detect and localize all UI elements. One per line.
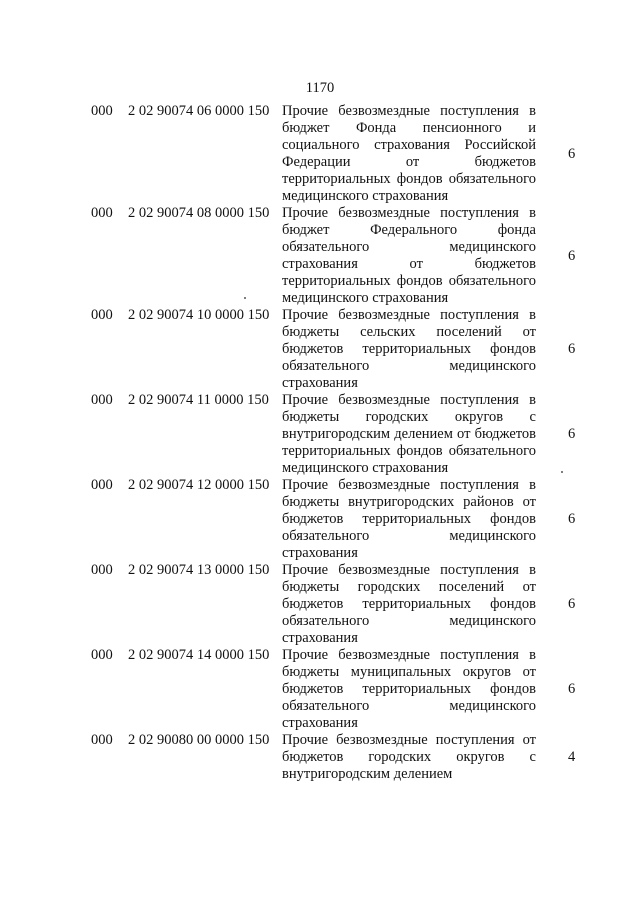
income-name-line: медицинского страхования [282, 188, 449, 204]
income-name-line: Прочие безвозмездные поступления в [282, 392, 536, 408]
income-name-cell [282, 732, 536, 783]
income-name-cell [282, 307, 536, 392]
value-cell: 6 [568, 341, 576, 357]
income-name-cell [282, 562, 536, 647]
income-name-line: обязательного медицинского [282, 358, 536, 374]
income-name-line: обязательного медицинского [282, 239, 536, 255]
income-name-line: Федерации от бюджетов [282, 154, 536, 170]
income-name-line: страхования [282, 630, 358, 646]
income-name-line: внутригородским делением [282, 766, 453, 782]
income-name-line: Прочие безвозмездные поступления от [282, 732, 536, 748]
admin-code-cell: 000 [91, 647, 113, 663]
income-name-line: бюджеты городских округов с [282, 409, 536, 425]
admin-code-cell: 000 [91, 562, 113, 578]
value-cell: 6 [568, 248, 576, 264]
income-name-line: обязательного медицинского [282, 528, 536, 544]
income-name-line: Прочие безвозмездные поступления в [282, 205, 536, 221]
income-name-line: бюджетов территориальных фондов [282, 341, 536, 357]
income-name-cell [282, 392, 536, 477]
value-cell: 6 [568, 146, 576, 162]
value-cell: 6 [568, 426, 576, 442]
income-name-line: медицинского страхования [282, 290, 449, 306]
income-name-line: бюджетов городских округов с [282, 749, 536, 765]
income-name-line: бюджеты городских поселений от [282, 579, 536, 595]
income-name-line: обязательного медицинского [282, 698, 536, 714]
income-name-cell [282, 103, 536, 205]
budget-code-cell: 2 02 90074 08 0000 150 [128, 205, 270, 221]
income-name-cell [282, 205, 536, 307]
income-name-line: бюджет Фонда пенсионного и [282, 120, 536, 136]
budget-code-cell: 2 02 90074 10 0000 150 [128, 307, 270, 323]
table-row [0, 392, 640, 477]
income-name-cell [282, 647, 536, 732]
income-name-line: социального страхования Российской [282, 137, 536, 153]
income-name-line: страхования [282, 375, 358, 391]
table-row [0, 477, 640, 562]
income-name-line: бюджеты муниципальных округов от [282, 664, 536, 680]
budget-code-cell: 2 02 90074 14 0000 150 [128, 647, 270, 663]
budget-code-cell: 2 02 90074 12 0000 150 [128, 477, 270, 493]
table-row [0, 562, 640, 647]
income-name-line: бюджет Федерального фонда [282, 222, 536, 238]
income-name-line: бюджетов территориальных фондов [282, 596, 536, 612]
income-name-line: страхования от бюджетов [282, 256, 536, 272]
table-row [0, 103, 640, 205]
income-name-line: страхования [282, 545, 358, 561]
income-name-line: бюджеты внутригородских районов от [282, 494, 536, 510]
budget-code-cell: 2 02 90080 00 0000 150 [128, 732, 270, 748]
income-name-line: территориальных фондов обязательного [282, 443, 536, 459]
admin-code-cell: 000 [91, 307, 113, 323]
table-row [0, 647, 640, 732]
value-cell: 4 [568, 749, 576, 765]
income-name-line: Прочие безвозмездные поступления в [282, 562, 536, 578]
income-name-line: обязательного медицинского [282, 613, 536, 629]
income-name-line: бюджеты сельских поселений от [282, 324, 536, 340]
income-name-line: внутригородским делением от бюджетов [282, 426, 536, 442]
income-name-line: Прочие безвозмездные поступления в [282, 307, 536, 323]
value-cell: 6 [568, 681, 576, 697]
income-name-line: территориальных фондов обязательного [282, 171, 536, 187]
admin-code-cell: 000 [91, 205, 113, 221]
value-cell: 6 [568, 511, 576, 527]
budget-code-cell: 2 02 90074 13 0000 150 [128, 562, 270, 578]
income-name-line: медицинского страхования [282, 460, 449, 476]
budget-code-cell: 2 02 90074 06 0000 150 [128, 103, 270, 119]
income-name-line: бюджетов территориальных фондов [282, 681, 536, 697]
scan-speck [244, 297, 246, 299]
budget-code-table [0, 103, 640, 783]
income-name-line: Прочие безвозмездные поступления в [282, 647, 536, 663]
budget-code-cell: 2 02 90074 11 0000 150 [128, 392, 269, 408]
admin-code-cell: 000 [91, 732, 113, 748]
admin-code-cell: 000 [91, 392, 113, 408]
income-name-line: Прочие безвозмездные поступления в [282, 103, 536, 119]
income-name-line: бюджетов территориальных фондов [282, 511, 536, 527]
income-name-line: Прочие безвозмездные поступления в [282, 477, 536, 493]
value-cell: 6 [568, 596, 576, 612]
table-row [0, 205, 640, 307]
income-name-line: страхования [282, 715, 358, 731]
page-number: 1170 [305, 80, 335, 96]
scan-speck [561, 471, 563, 473]
table-row [0, 307, 640, 392]
table-row [0, 732, 640, 783]
admin-code-cell: 000 [91, 477, 113, 493]
income-name-cell [282, 477, 536, 562]
income-name-line: территориальных фондов обязательного [282, 273, 536, 289]
admin-code-cell: 000 [91, 103, 113, 119]
